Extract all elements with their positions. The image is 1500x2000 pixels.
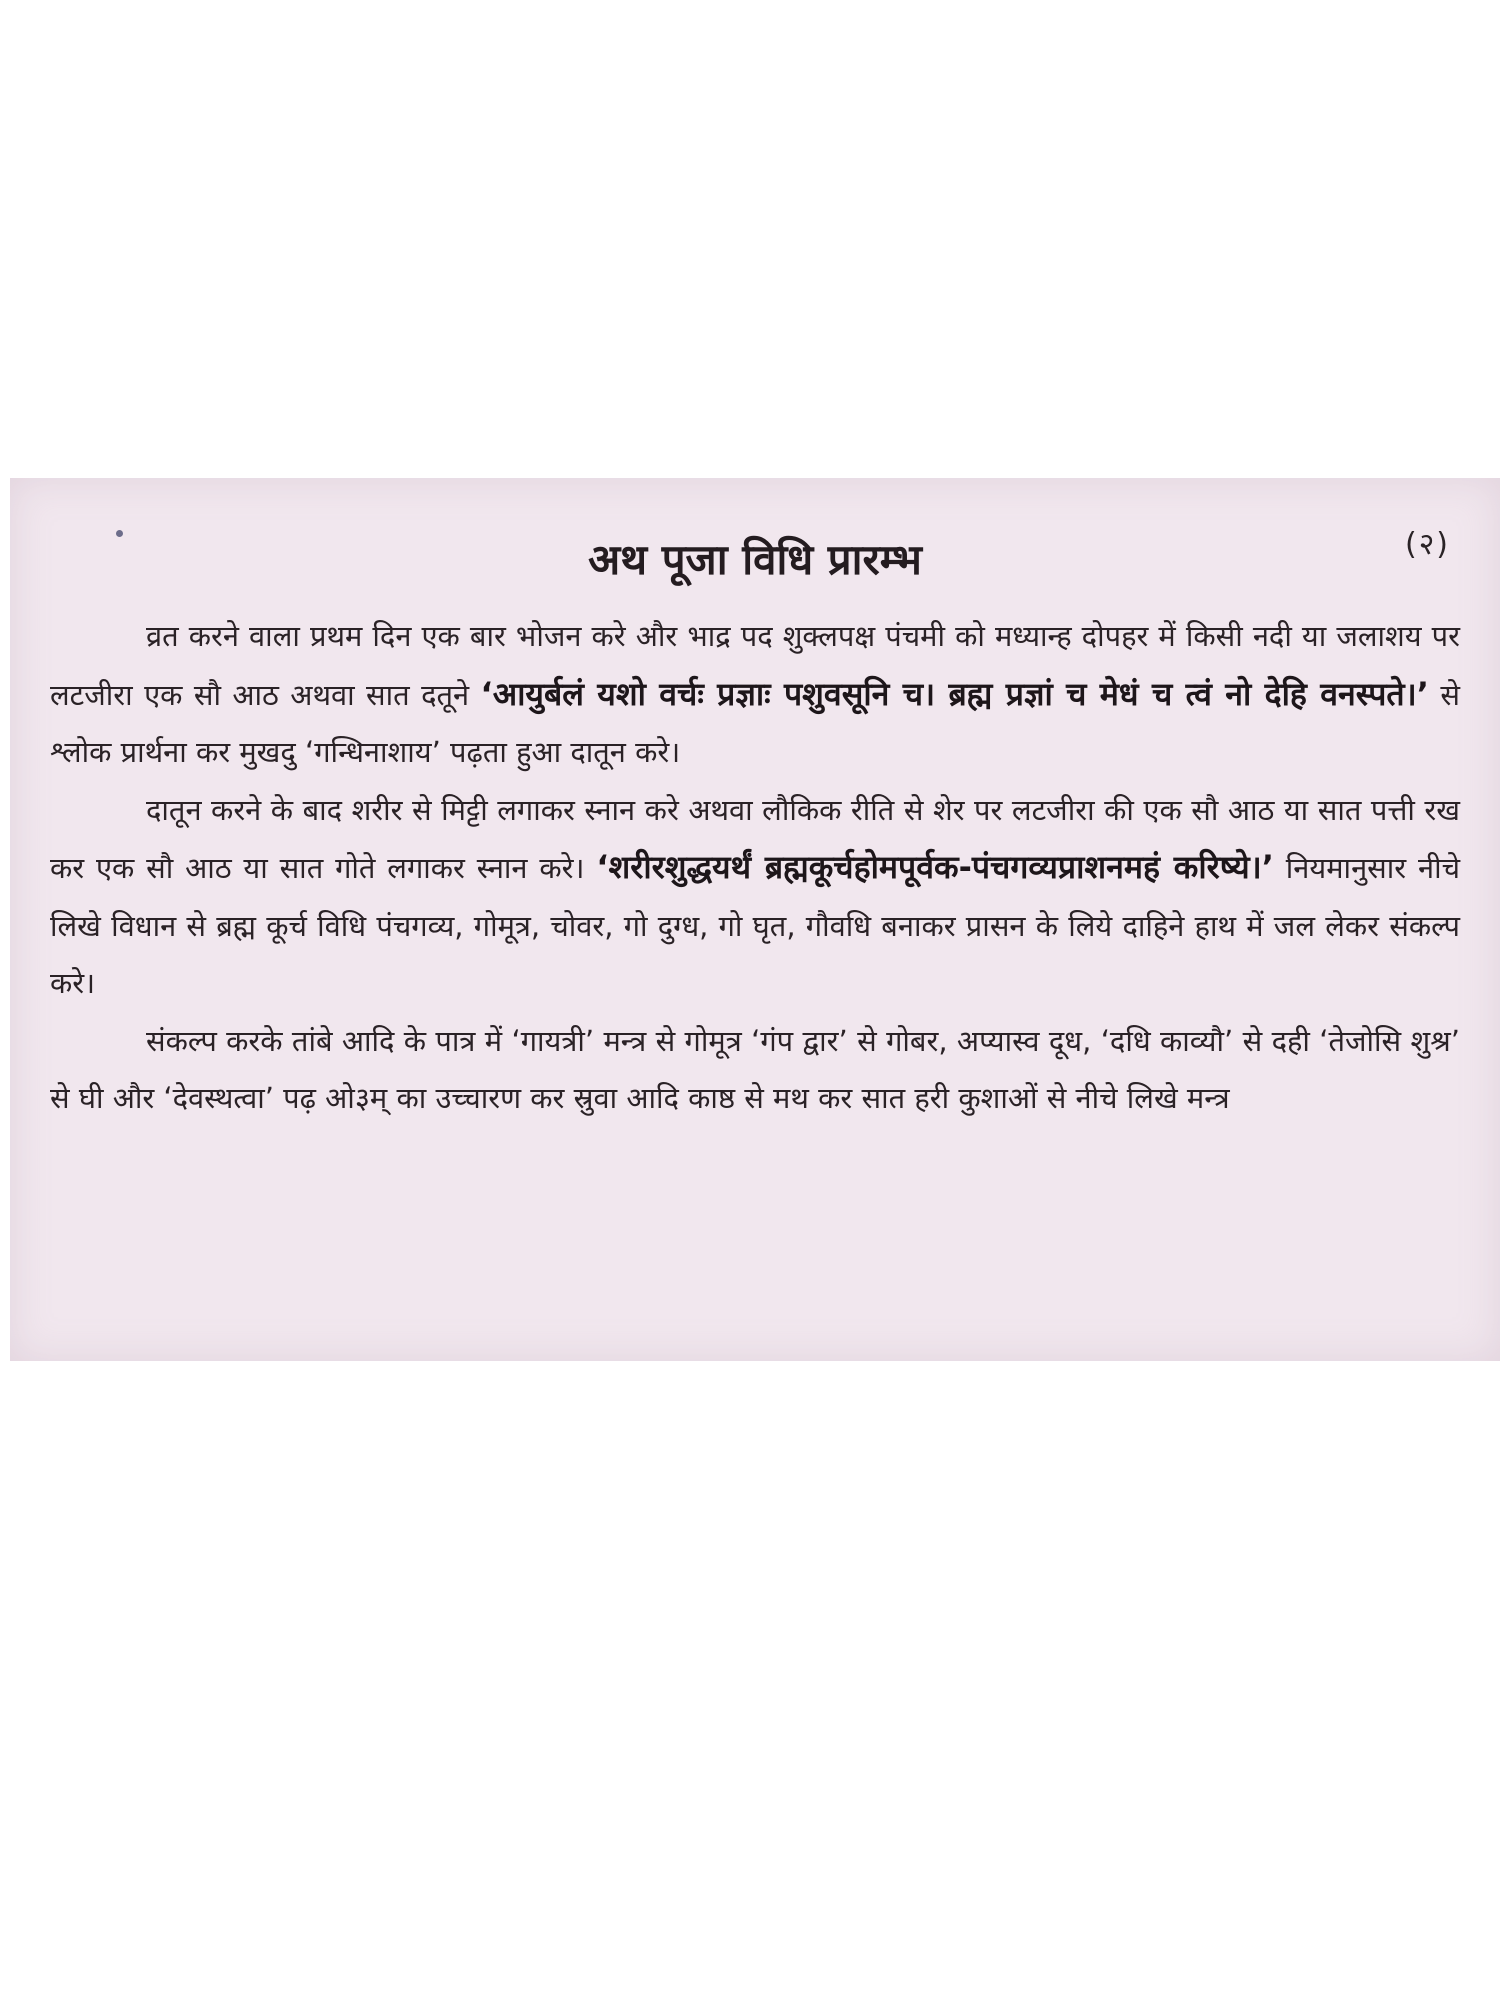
- mantra-sharir-shuddhi: ‘शरीरशुद्धयर्थं ब्रह्मकूर्चहोमपूर्वक-पंचगव्यप्राशनमहं करिष्ये।’: [596, 848, 1274, 886]
- body-text: [50, 608, 1460, 1128]
- scanned-page: [10, 478, 1500, 1361]
- paragraph-1: [50, 608, 1460, 782]
- paragraph-1-text: व्रत करने वाला प्रथम दिन एक बार भोजन करे और भाद्र पद शुक्लपक्ष पंचमी को मध्यान्ह दोपहर में किसी नदी या जलाशय पर लटजीरा एक सौ आठ अथवा सात दतूने: [50, 619, 1460, 712]
- paragraph-3: संकल्प करके तांबे आदि के पात्र में ‘गायत्री’ मन्त्र से गोमूत्र ‘गंप द्वार’ से गोबर, अप्यास्व दूध, ‘दधि काव्यौ’ से दही ‘तेजोसि शुश्र’ से घी और ‘देवस्थत्वा’ पढ़ ओ३म् का उच्चारण कर स्रुवा आदि काष्ठ से मथ कर सात हरी कुशाओं से नीचे लिखे मन्त्र: [50, 1023, 1460, 1115]
- paragraph-2-text: दातून करने के बाद शरीर से मिट्टी लगाकर स्नान करे अथवा लौकिक रीति से शेर पर लटजीरा की एक सौ आठ या सात पत्ती रख कर एक सौ आठ या सात गोते लगाकर स्नान करे।: [50, 792, 1460, 885]
- page-number: (२): [1404, 527, 1450, 562]
- page-title: अथ पूजा विधि प्रारम्भ: [588, 535, 922, 584]
- paragraph-2-text-end: नियमानुसार नीचे लिखे विधान से ब्रह्म कूर्च विधि पंचगव्य, गोमूत्र, चोवर, गो दुग्ध, गो घृत, गौवधि बनाकर प्रासन के लिये दाहिने हाथ में जल लेकर संकल्प करे।: [50, 851, 1461, 1000]
- paragraph-2: [50, 782, 1460, 1013]
- mantra-datun: ‘आयुर्बलं यशो वर्चः प्रज्ञाः पशुवसूनि च। ब्रह्म प्रज्ञां च मेधं च त्वं नो देहि वनस्पते।’: [480, 674, 1429, 713]
- paragraph-1-text-end: से श्लोक प्रार्थना कर मुखदु ‘गन्धिनाशाय’ पढ़ता हुआ दातून करे।: [50, 677, 1460, 769]
